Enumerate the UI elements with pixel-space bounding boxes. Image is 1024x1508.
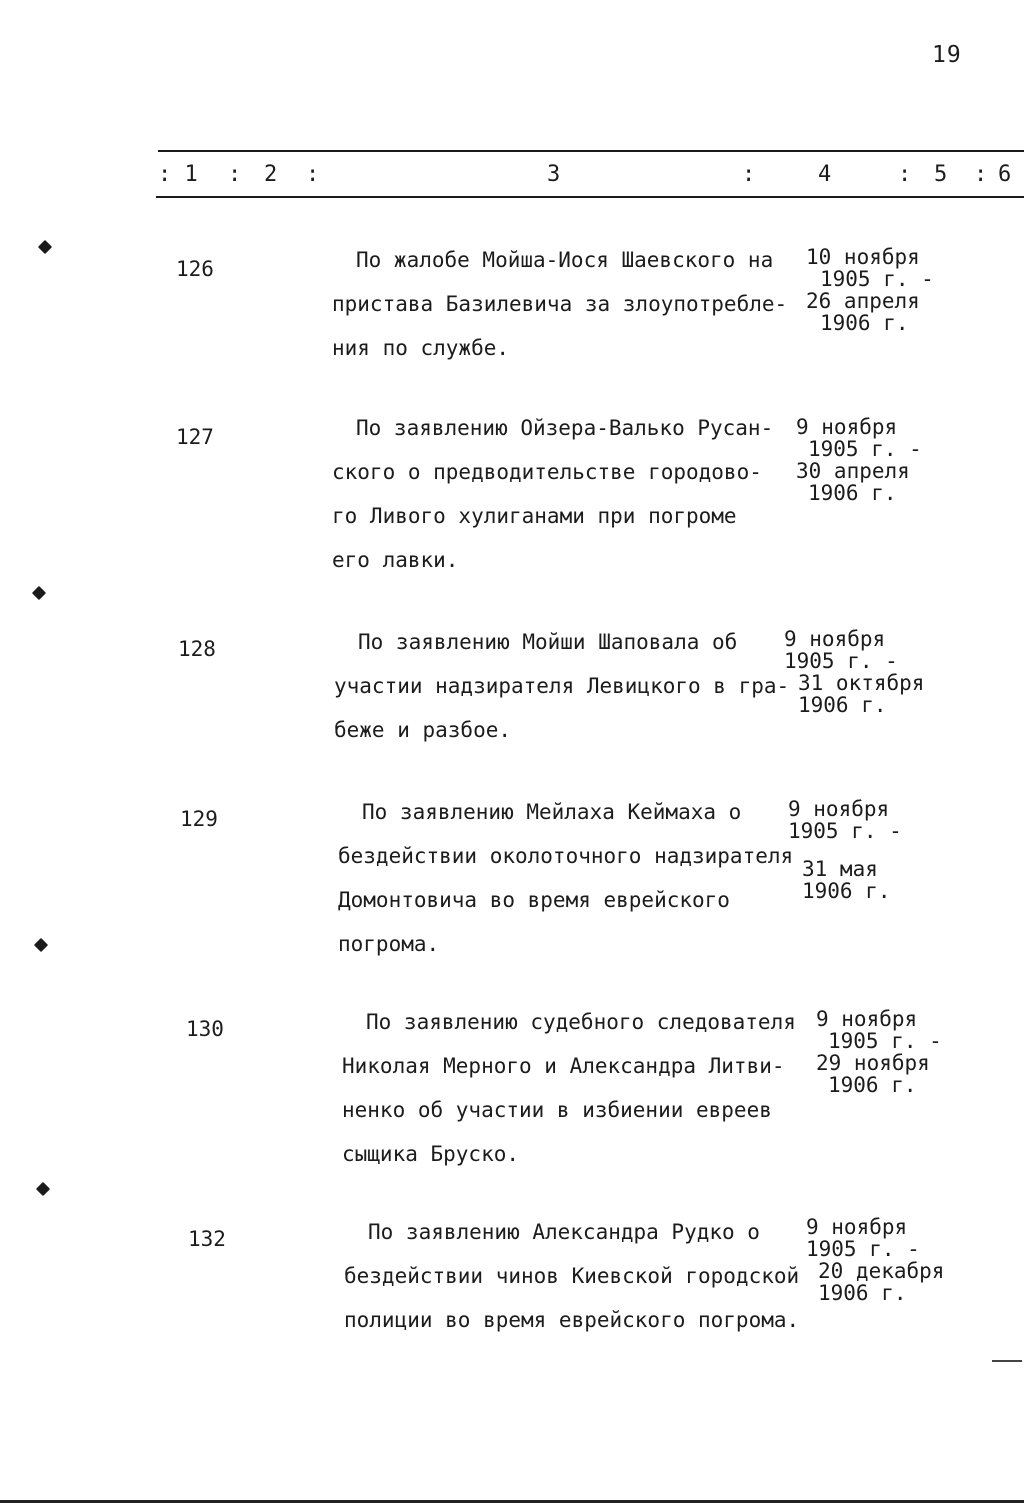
description-line: По заявлению Александра Рудко о xyxy=(368,1220,760,1244)
date-line: 9 ноября xyxy=(788,797,890,821)
header-separator: : xyxy=(898,162,912,187)
date-line: 1905 г. - xyxy=(808,437,922,461)
date-line: 1906 г. xyxy=(818,1281,907,1305)
description-line: ния по службе. xyxy=(332,336,510,360)
description-line: Николая Мерного и Александра Литви- xyxy=(342,1054,785,1078)
description-line: бездействии чинов Киевской городской xyxy=(344,1264,800,1288)
entry-number: 127 xyxy=(176,425,214,449)
margin-dash-mark xyxy=(992,1360,1022,1362)
date-line: 20 декабря xyxy=(818,1259,945,1283)
entry-description xyxy=(332,406,773,582)
date-line: 10 ноября xyxy=(806,245,920,269)
entry-dates xyxy=(806,1216,944,1304)
description-line: По заявлению судебного следователя xyxy=(366,1010,796,1034)
entry-description xyxy=(338,790,793,966)
entry-number: 129 xyxy=(180,807,218,831)
entry-description xyxy=(332,238,787,370)
margin-hole-mark xyxy=(38,240,52,254)
table-header-rule xyxy=(156,196,1024,198)
date-line: 1906 г. xyxy=(802,879,891,903)
header-separator: : xyxy=(228,162,242,187)
description-line: По заявлению Ойзера-Валько Русан- xyxy=(356,416,774,440)
description-line: По заявлению Мойши Шаповала об xyxy=(358,630,738,654)
description-line: его лавки. xyxy=(332,548,459,572)
date-line: 29 ноября xyxy=(816,1051,930,1075)
table-top-rule xyxy=(158,150,1024,152)
entry-dates xyxy=(806,246,934,334)
description-line: По заявлению Мейлаха Кеймаха о xyxy=(362,800,742,824)
date-line: 1906 г. xyxy=(828,1073,917,1097)
description-line: Домонтовича во время еврейского xyxy=(338,888,730,912)
date-line: 9 ноября xyxy=(784,627,886,651)
date-line: 9 ноября xyxy=(806,1215,908,1239)
header-col-3: 3 xyxy=(547,162,561,187)
date-line xyxy=(788,842,902,858)
entry-number: 128 xyxy=(178,637,216,661)
date-line: 26 апреля xyxy=(806,289,920,313)
entry-dates xyxy=(784,628,924,716)
description-line: беже и разбое. xyxy=(334,718,512,742)
date-line: 1906 г. xyxy=(808,481,897,505)
entry-dates xyxy=(816,1008,942,1096)
description-line: участии надзирателя Левицкого в гра- xyxy=(334,674,790,698)
header-separator: : xyxy=(974,162,988,187)
entry-description xyxy=(334,620,789,752)
description-line: бездействии околоточного надзирателя xyxy=(338,844,794,868)
description-line: ского о предводительстве городово- xyxy=(332,460,762,484)
date-line: 1906 г. xyxy=(820,311,909,335)
description-line: го Ливого хулиганами при погроме xyxy=(332,504,737,528)
header-col-2: 2 xyxy=(264,162,278,187)
description-line: пристава Базилевича за злоупотребле- xyxy=(332,292,788,316)
description-line: погрома. xyxy=(338,932,440,956)
header-col-5: 5 xyxy=(934,162,948,187)
header-separator: : xyxy=(306,162,320,187)
date-line: 9 ноября xyxy=(796,415,898,439)
date-line: 1905 г. - xyxy=(788,819,902,843)
margin-hole-mark xyxy=(36,1182,50,1196)
date-line: 31 мая xyxy=(802,857,878,881)
date-line: 9 ноября xyxy=(816,1007,918,1031)
date-line: 1905 г. - xyxy=(806,1237,920,1261)
date-line: 31 октября xyxy=(798,671,925,695)
date-line: 30 апреля xyxy=(796,459,910,483)
margin-hole-mark xyxy=(32,586,46,600)
entry-number: 126 xyxy=(176,257,214,281)
description-line: По жалобе Мойша-Иося Шаевского на xyxy=(356,248,774,272)
header-col-4: 4 xyxy=(818,162,832,187)
entry-dates xyxy=(796,416,922,504)
table-header xyxy=(0,162,1024,192)
page-number: 19 xyxy=(932,42,962,68)
entry-description xyxy=(342,1000,796,1176)
entry-dates xyxy=(788,798,902,902)
description-line: ненко об участии в избиении евреев xyxy=(342,1098,772,1122)
description-line: сыщика Бруско. xyxy=(342,1142,520,1166)
margin-hole-mark xyxy=(34,938,48,952)
entry-number: 132 xyxy=(188,1227,226,1251)
header-col-1: : 1 xyxy=(158,162,198,187)
header-col-6: 6 xyxy=(998,162,1012,187)
entry-description xyxy=(344,1210,799,1342)
date-line: 1905 г. - xyxy=(784,649,898,673)
date-line: 1906 г. xyxy=(798,693,887,717)
date-line: 1905 г. - xyxy=(820,267,934,291)
description-line: полиции во время еврейского погрома. xyxy=(344,1308,800,1332)
header-separator: : xyxy=(742,162,756,187)
page-bottom-rule xyxy=(0,1500,1024,1503)
date-line: 1905 г. - xyxy=(828,1029,942,1053)
entry-number: 130 xyxy=(186,1017,224,1041)
